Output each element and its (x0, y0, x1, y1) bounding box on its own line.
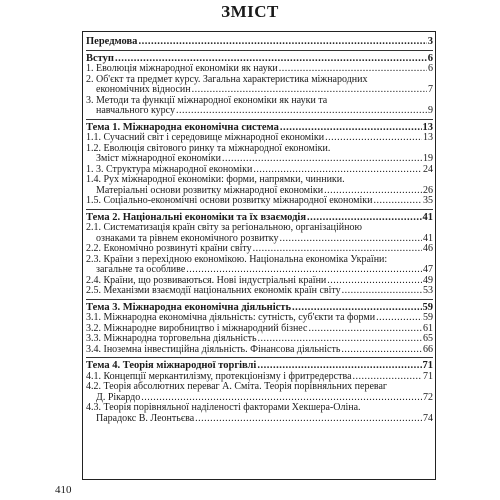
toc-entry-title-continued: Д. Рікардо (96, 391, 141, 403)
toc-leader-dots (176, 106, 427, 117)
toc-leader-dots (258, 334, 422, 345)
toc-entry-title: 3.4. Іноземна інвестиційна діяльність. Фінансова діяльність (86, 343, 341, 355)
toc-entry (86, 255, 433, 276)
toc-entry (86, 96, 433, 117)
toc-entry-page: 49 (423, 274, 433, 286)
toc-entry-title: 4.2. Теорія абсолютних переваг А. Сміта. Теорія порівняльних переваг (86, 381, 388, 392)
toc-entry (86, 175, 433, 196)
toc-entry (86, 64, 433, 75)
toc-entry-page: 47 (423, 264, 433, 275)
toc-entry-title: 3. Методи та функції міжнародної економіки як науки та (86, 94, 328, 106)
toc-entry-title: 1.2. Еволюція світового ринку та міжнародної економіки. (86, 142, 331, 154)
toc-entry-title: Вступ (86, 52, 114, 64)
toc-entry-title-continued: Парадокс В. Леонтьєва (96, 412, 195, 424)
toc-entry-page: 71 (423, 370, 433, 382)
toc-entry-page: 24 (423, 163, 433, 175)
toc-entry-page: 41 (423, 232, 433, 244)
toc-leader-dots (253, 244, 422, 255)
toc-entry-title: 4.1. Концепції меркантилізму, протекціонізму і фритредерства (86, 370, 352, 382)
toc-entry-page: 6 (427, 52, 433, 64)
toc-entry-title: 3.3. Міжнародна торговельна діяльність (86, 333, 257, 344)
toc-entry-page: 19 (423, 153, 433, 164)
toc-entry-title: Передмова (86, 36, 138, 47)
toc-leader-dots (280, 234, 422, 245)
toc-entry-page: 61 (423, 322, 433, 334)
toc-entry-title: 1.1. Сучасний світ і середовище міжнародної економіки (86, 132, 325, 143)
toc-leader-dots (192, 85, 427, 96)
toc-entry-title: 2.5. Механізми взаємодії національних економік країн світу (86, 285, 341, 296)
toc-entry-page: 13 (422, 121, 433, 133)
toc-entry-page: 13 (423, 132, 433, 143)
toc-entry-page: 53 (423, 285, 433, 296)
toc-entry (86, 334, 433, 345)
toc-entry-title: 2.3. Країни з перехідною економікою. Національна економіка України: (86, 253, 388, 265)
toc-entry (86, 286, 433, 297)
toc-entry (86, 223, 433, 244)
section-divider (86, 50, 433, 51)
toc-leader-dots (376, 313, 422, 324)
toc-entry-title: 1. Еволюція міжнародної економіки як науки (86, 63, 278, 74)
toc-leader-dots (186, 265, 422, 276)
toc-entry-page: 41 (422, 211, 433, 223)
toc-entry (86, 133, 433, 144)
toc-leader-dots (195, 414, 422, 425)
toc-entry-title: 2. Об'єкт та предмет курсу. Загальна характеристика міжнародних (86, 73, 368, 85)
toc-entry-title-continued: загальне та особливе (96, 264, 186, 275)
toc-entry-title: 1.4. Рух міжнародної економіки: форми, напрямки, чинники. (86, 174, 345, 185)
toc-entry-title: 1.5. Соціально-економічні основи розвитку міжнародної економіки (86, 195, 373, 206)
toc-leader-dots (308, 324, 422, 335)
toc-entry-page: 72 (423, 391, 433, 403)
toc-leader-dots (374, 196, 423, 207)
toc-entry-page: 59 (423, 312, 433, 323)
toc-entry (86, 196, 433, 207)
toc-entry (86, 345, 433, 356)
toc-entry-title-continued: ознаками та рівнем економічного розвитку (96, 232, 279, 244)
toc-leader-dots (325, 133, 422, 144)
toc-entry-title: 3.1. Міжнародна економічна діяльність: сутність, суб'єкти та форми (86, 312, 376, 323)
section-divider (86, 209, 433, 210)
toc-entry (86, 403, 433, 424)
toc-leader-dots (257, 361, 421, 372)
toc-entry-title: 3.2. Міжнародне виробництво і міжнародний бізнес (86, 322, 308, 334)
toc-entry-page: 7 (428, 84, 433, 95)
toc-entry-title: 1. 3. Структура міжнародної економіки (86, 163, 253, 175)
toc-entry-title-continued: Зміст міжнародної економіки (96, 153, 221, 164)
toc-entry-title-continued: економічних відносин (96, 84, 191, 95)
toc-entry-page: 35 (423, 195, 433, 206)
toc-entry-page: 59 (422, 301, 433, 313)
toc-leader-dots (342, 286, 422, 297)
toc-entry-title: 2.2. Економічно розвинуті країни світу (86, 243, 252, 254)
toc-entry (86, 75, 433, 96)
toc-entry-page: 46 (423, 243, 433, 254)
toc-entry-title-continued: навчального курсу (96, 105, 175, 116)
toc-entry-title: 2.4. Країни, що розвиваються. Нові індустріальні країни (86, 274, 327, 286)
toc-leader-dots (341, 345, 422, 356)
toc-entry (86, 313, 433, 324)
toc-entry-title: Тема 1. Міжнародна економічна система (86, 121, 279, 133)
section-divider (86, 357, 433, 358)
toc-entry-page: 66 (423, 343, 433, 355)
table-of-contents (86, 37, 433, 424)
toc-entry (86, 37, 433, 48)
toc-entry-title: Тема 4. Теорія міжнародної торгівлі (86, 360, 257, 371)
page-number: 410 (55, 484, 72, 496)
toc-entry-page: 26 (423, 184, 433, 196)
toc-entry (86, 144, 433, 165)
page-title: ЗМІСТ (221, 2, 279, 21)
toc-leader-dots (279, 64, 427, 75)
toc-entry-page: 71 (422, 360, 433, 371)
section-divider (86, 119, 433, 120)
toc-entry-page: 9 (428, 105, 433, 116)
toc-entry-page: 74 (423, 412, 433, 424)
toc-entry (86, 244, 433, 255)
toc-entry-page: 6 (428, 63, 433, 74)
toc-entry-page: 3 (427, 36, 433, 47)
section-divider (86, 299, 433, 300)
toc-entry-title: 2.1. Систематизація країн світу за регіональною, організаційною (86, 222, 362, 233)
toc-entry-title: 4.3. Теорія порівняльної наділеності факторами Хекшера-Оліна. (86, 402, 361, 413)
toc-leader-dots (327, 276, 422, 287)
toc-leader-dots (138, 37, 426, 48)
toc-leader-dots (222, 154, 422, 165)
toc-entry (86, 382, 433, 403)
toc-entry (86, 361, 433, 372)
toc-entry-title: Тема 3. Міжнародна економічна діяльність (86, 301, 292, 313)
toc-entry-page: 65 (423, 333, 433, 344)
toc-entry-title-continued: Матеріальні основи розвитку міжнародної економіки (96, 184, 324, 196)
toc-entry-title: Тема 2. Національні економіки та їх взаємодія (86, 211, 306, 223)
